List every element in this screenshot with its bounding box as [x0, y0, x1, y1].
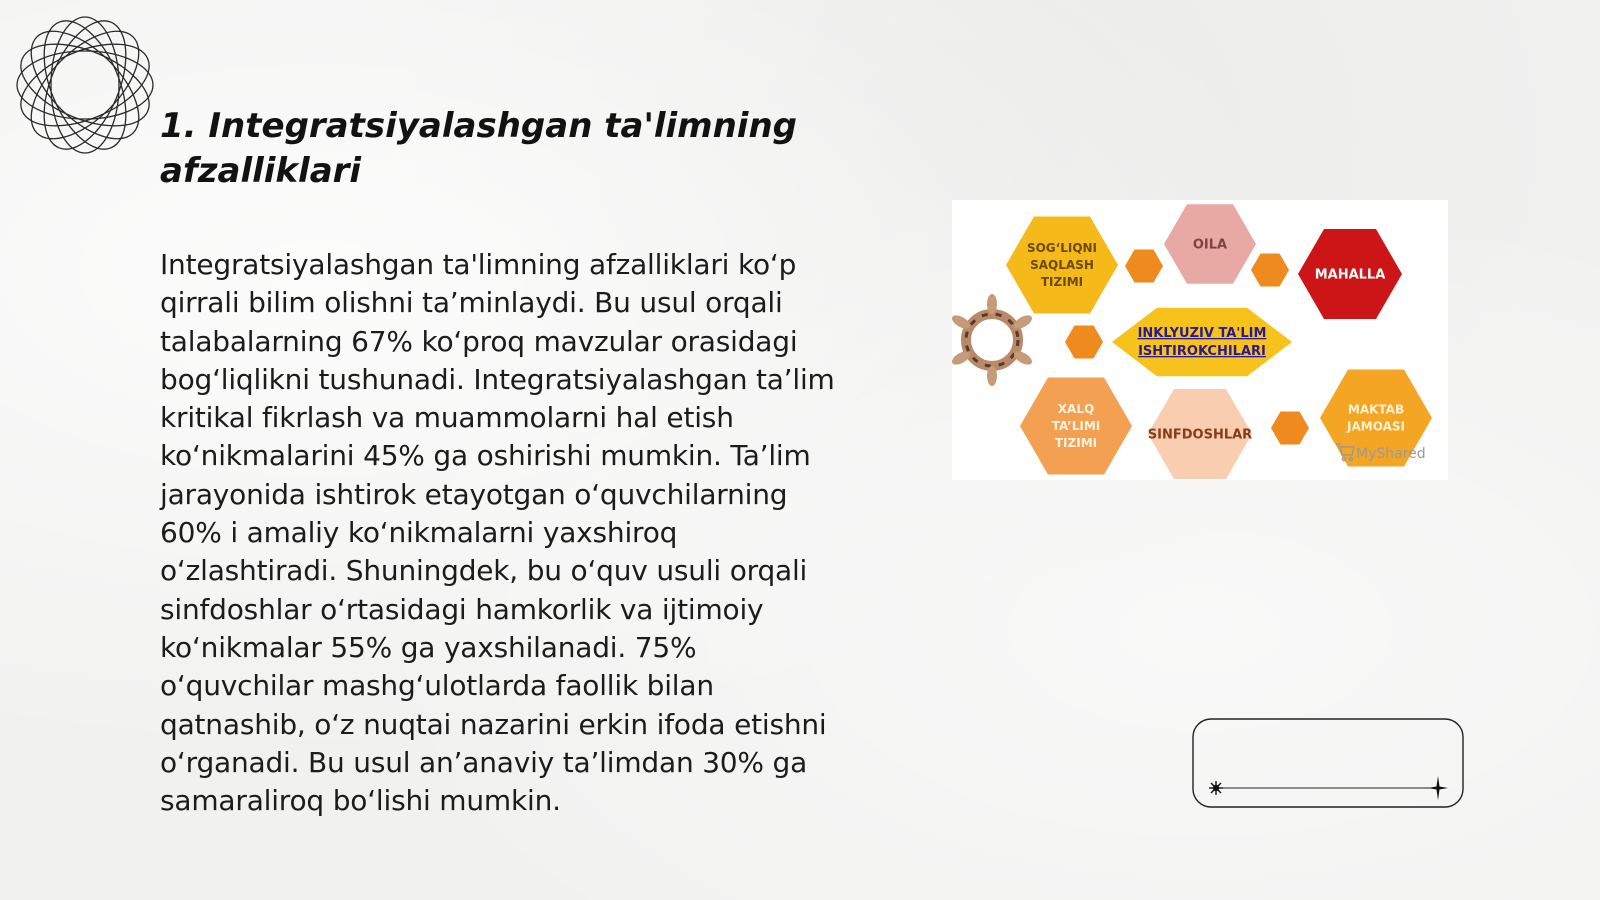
hands-circle-icon: [952, 294, 1034, 386]
watermark-text: MyShared: [1356, 446, 1426, 462]
diagram-node-label: XALQ: [1057, 402, 1095, 417]
diagram-node-label: SAQLASH: [1030, 258, 1094, 273]
connector-hex-4: [1271, 412, 1309, 445]
diagram-node-label: TA’LIMI: [1051, 419, 1101, 434]
diagram-node-label: TIZIMI: [1054, 436, 1098, 451]
diagram-node-label: OILA: [1192, 237, 1228, 253]
diagram-node-label: MAKTAB: [1347, 402, 1405, 417]
connector-hex-1: [1125, 250, 1163, 283]
diagram-node-label: TIZIMI: [1040, 275, 1084, 290]
diagram-node-3: [1298, 229, 1402, 319]
diagram-node-label: SOG‘LIQNI: [1026, 241, 1098, 256]
diagram-node-label: SINFDOSHLAR: [1147, 427, 1253, 443]
decorative-frame: [1192, 718, 1464, 808]
diagram-node-label: MAHALLA: [1314, 267, 1386, 283]
diagram-node-1: [1006, 217, 1118, 314]
connector-hex-2: [1251, 254, 1289, 287]
diagram-node-5: [1148, 389, 1252, 479]
star-burst-icon: [1209, 781, 1223, 795]
inclusive-education-diagram: [952, 200, 1448, 480]
slide-title: 1. Integratsiyalashgan ta'limning afzalliklari: [160, 106, 797, 191]
center-label-line-1: INKLYUZIV TA'LIM: [1137, 326, 1267, 341]
center-node: [1112, 308, 1292, 377]
slide-body-text: Integratsiyalashgan ta'limning afzalliklari ko‘p qirrali bilim olishni ta’minlaydi. Bu usul orqali talabalarning 67% ko‘proq mavzular orasidagi bog‘liqlikni tushunadi. Integratsiyalashgan ta’lim kritikal fikrlash va muammolarni hal etish ko‘nikmalarini 45% ga oshirishi mumkin. Ta’lim jarayonida ishtirok etayotgan o‘quvchilarning 60% i amaliy ko‘nikmalarni yaxshiroq o‘zlashtiradi. Shuningdek, bu o‘quv usuli orqali sinfdoshlar o‘rtasidagi hamkorlik va ijtimoiy ko‘nikmalar 55% ga yaxshilanadi. 75% o‘quvchilar mashg‘ulotlarda faollik bilan qatnashib, o‘z nuqtai nazarini erkin ifoda etishni o‘rganadi. Bu usul an’anaviy ta’limdan 30% ga samaraliroq bo‘lishi mumkin.: [160, 248, 835, 818]
connector-hex-3: [1065, 326, 1103, 359]
diagram-node-2: [1164, 204, 1256, 284]
sparkle-icon: [1428, 776, 1448, 800]
center-label-line-2: ISHTIROKCHILARI: [1138, 344, 1266, 359]
diagram-node-4: [1020, 378, 1132, 475]
diagram-node-label: JAMOASI: [1347, 419, 1405, 434]
orbit-rings-icon: [10, 10, 160, 160]
